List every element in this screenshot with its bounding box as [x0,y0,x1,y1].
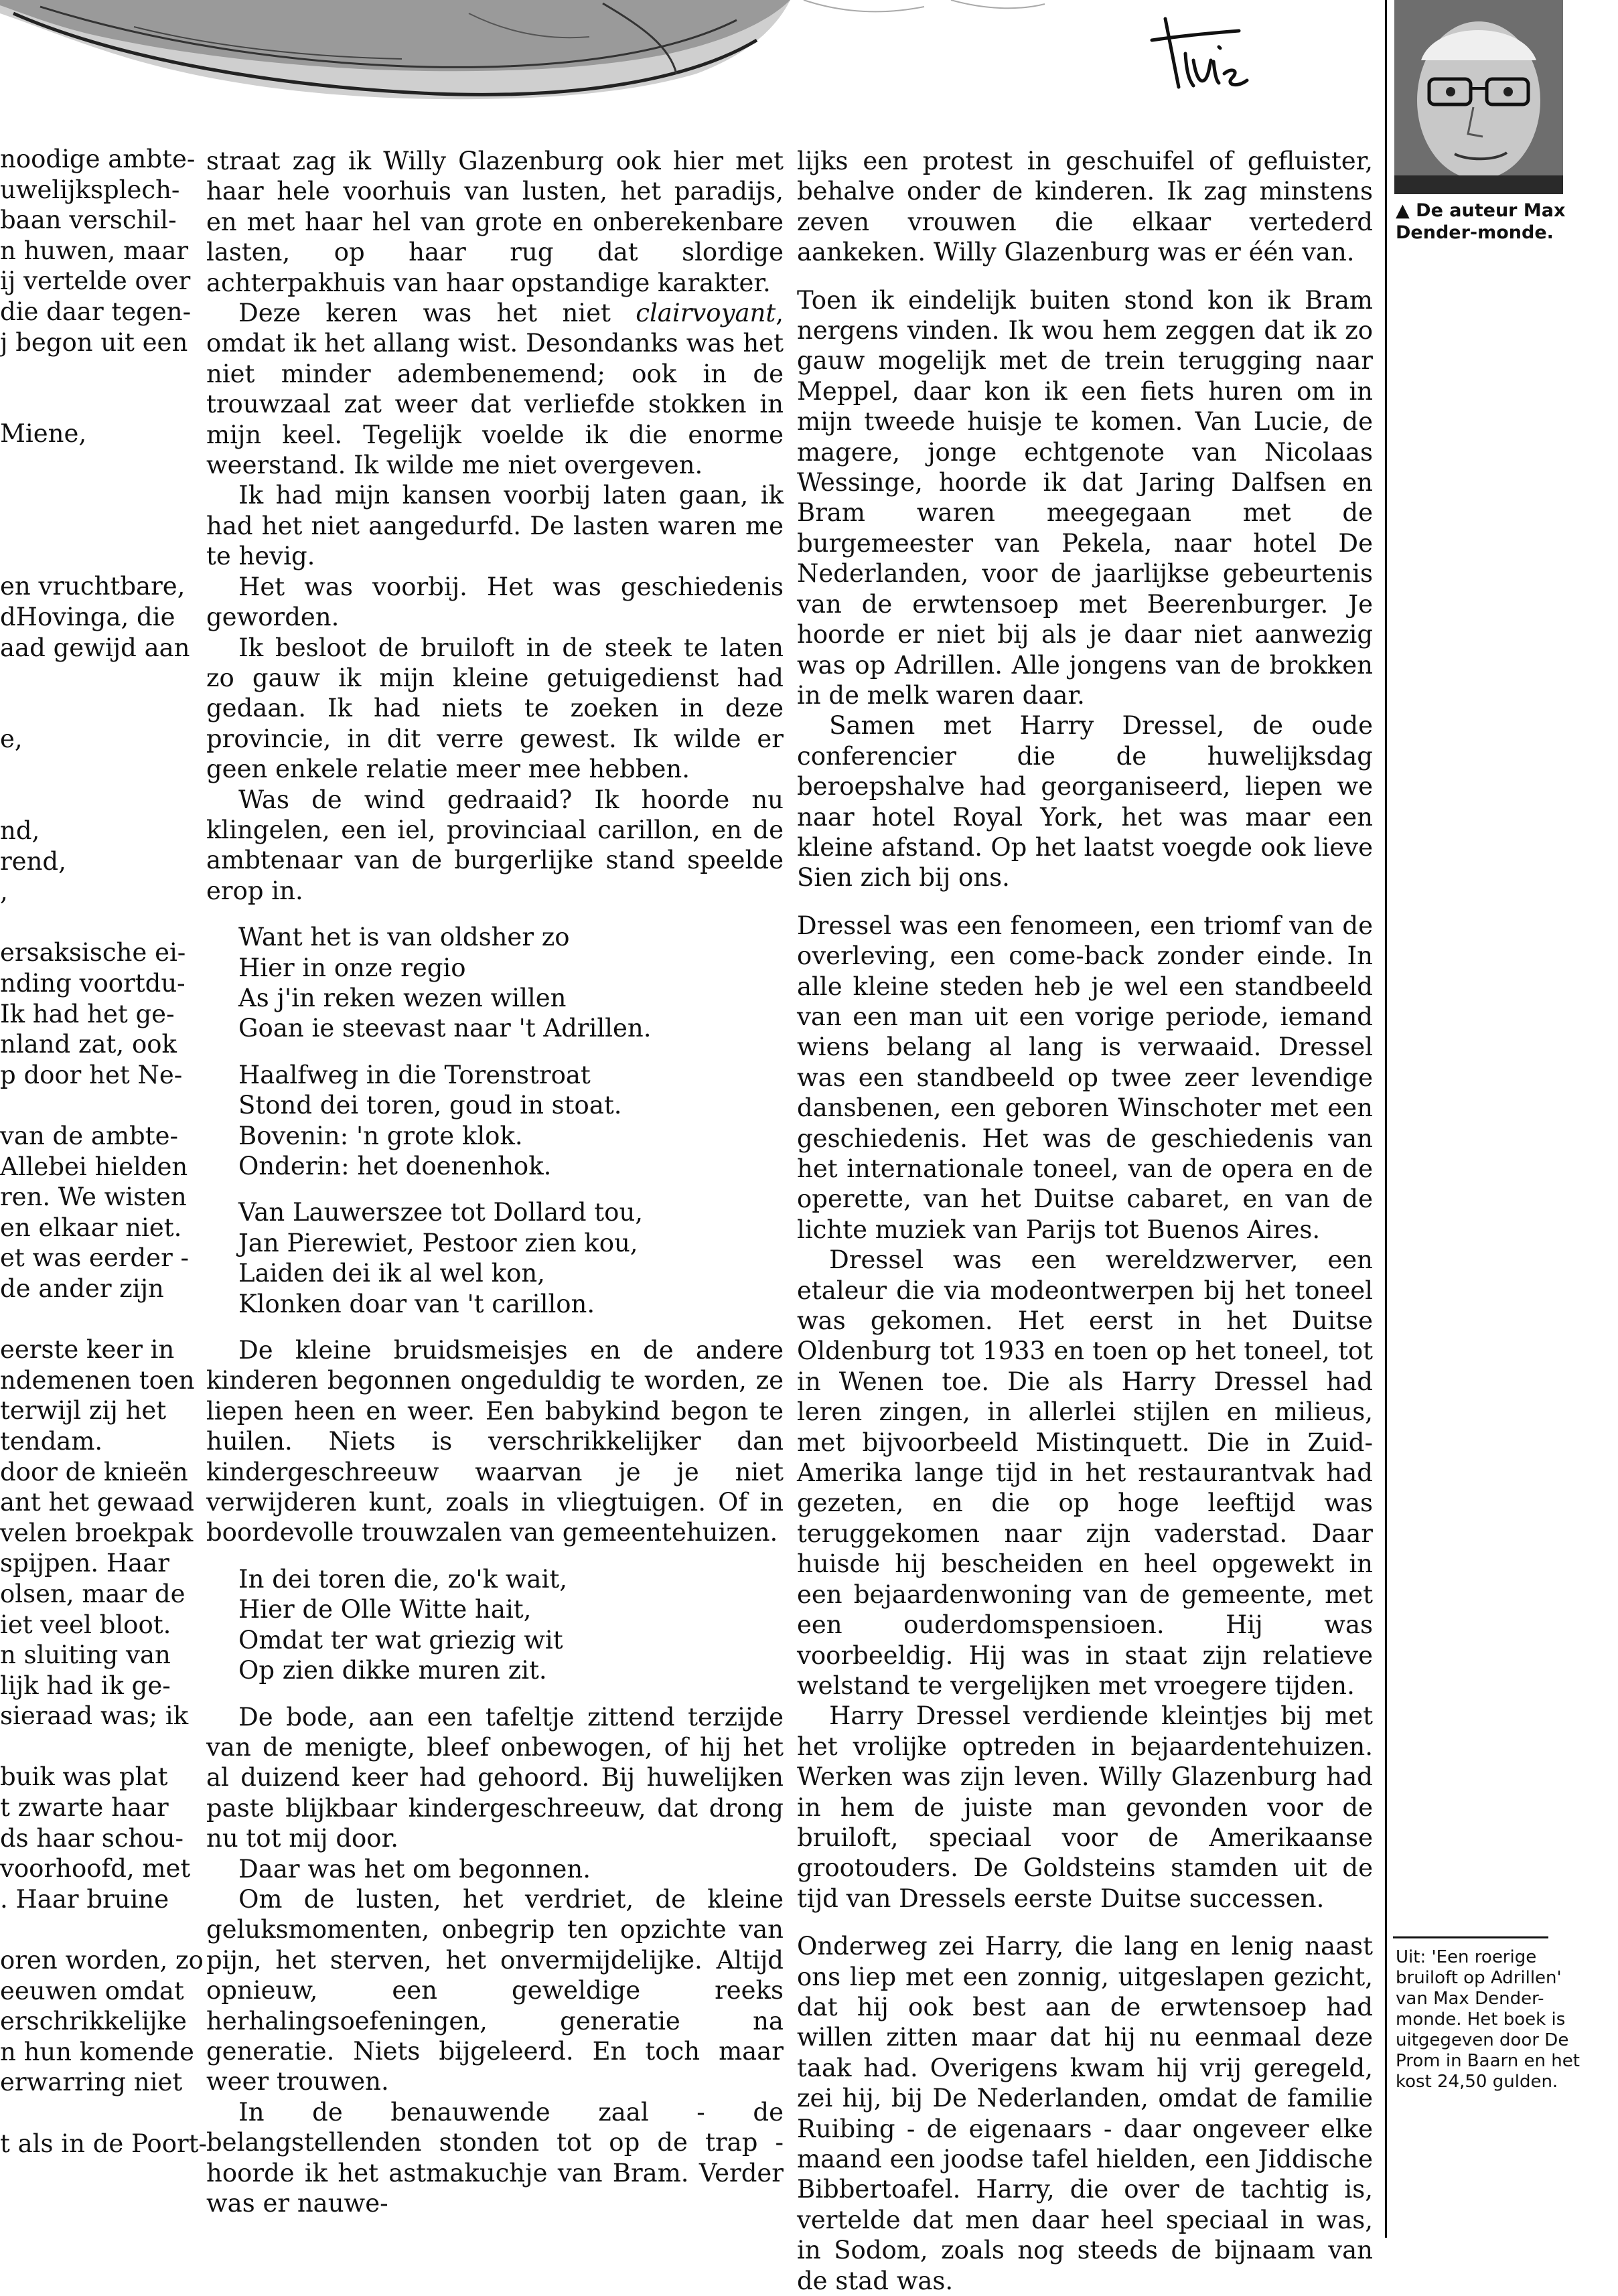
fragment-line [0,755,181,785]
paragraph: Ik had mijn kansen voorbij laten gaan, ik had het niet aangedurfd. De lasten waren me te hevig. [206,481,784,571]
author-caption: ▲ De auteur Max Dender-monde. [1396,200,1566,243]
verse-1 [238,922,784,1044]
fragment-line: en elkaar niet. [0,1213,182,1242]
fragment-line [0,1090,181,1121]
verse-line: Goan ie steevast naar 't Adrillen. [238,1014,652,1043]
fragment-line [0,663,181,694]
fragment-line: noodige ambte- [0,145,196,173]
verse-line: Klonken doar van 't carillon. [238,1289,595,1318]
verse-3 [238,1197,784,1319]
verse-line: Op zien dikke muren zit. [238,1656,547,1685]
fragment-line [0,449,181,480]
fragment-line: t zwarte haar [0,1793,169,1823]
fragment-line: Ik had het ge- [0,999,175,1028]
fragment-line: ndemenen toen [0,1365,195,1395]
verse-line: Hier de Olle Witte hait, [238,1595,532,1624]
paragraph: Dressel was een fenomeen, een triomf van de overleving, een come-back zonder einde. In alle kleine steden heb je wel een standbeeld van een man uit een vorige periode, iemand wiens belang al lang is verwaaid. Dressel was een standbeeld op twee zeer levendige dansbenen, een geboren Winschoter met een geschiedenis. Het was de geschiedenis van het internationale toneel, van de opera en de operette, van het Duitse cabaret, en van de lichte muziek van Parijs tot Buenos Aires. [797,911,1373,1244]
verse-line: In dei toren die, zo'k wait, [238,1564,567,1594]
fragment-line: dHovinga, die [0,602,175,631]
paragraph: Om de lusten, het verdriet, de kleine geluksmomenten, onbegrip ten opzichte van pijn, het sterven, het onvermijdelijke. Altijd opnieuw, een geweldige reeks herhalingsoefeningen, generatie na generatie. Niets bijgeleerd. En toch maar weer trouwen. [206,1884,784,2096]
fragment-line: j begon uit een [0,327,188,357]
fragment-line: aad gewijd aan [0,633,190,662]
fragment-line: , [0,877,8,907]
verse-line: Want het is van oldsher zo [238,923,570,952]
fragment-line: erschrikkelijke [0,2007,187,2036]
paragraph: Ik besloot de bruiloft in de steek te laten zo gauw ik mijn kleine getuigedienst had gedaan. Ik had niets te zoeken in deze provincie, in dit verre gewest. Ik wilde er geen enkele relatie meer mee hebben. [206,633,784,784]
left-column-fragment [0,144,208,2159]
fragment-line: die daar tegen- [0,297,192,326]
paragraph-text: Deze keren was het niet [238,299,636,328]
fragment-line: eerste keer in [0,1335,175,1365]
fragment-line: ersaksische ei- [0,938,186,968]
fragment-line [0,907,181,938]
paragraph: Toen ik eindelijk buiten stond kon ik Bram nergens vinden. Ik wou hem zeggen dat ik zo gauw mogelijk met de trein terugging naar Meppel, daar kon ik een fiets huren om in mijn tweede huisje te komen. Van Lucie, de magere, jonge echtgenote van Nicolaas Wessinge, hoorde ik dat Jaring Dalfsen en Bram waren meegegaan met de burgemeester van Pekela, naar hotel De Nederlanden, voor de jaarlijkse gebeurtenis van de erwtensoep met Beerenburger. Je hoorde er niet bij als je daar niet aanwezig was op Adrillen. Alle jongens van de brokken in de melk waren daar. [797,285,1373,710]
fragment-line: baan verschil- [0,206,177,235]
paragraph: In de benauwende zaal - de belangstellenden stonden tot op de trap - hoorde ik het astmakuchje van Bram. Verder was er nauwe- [206,2097,784,2218]
fragment-line: door de knieën [0,1457,188,1486]
fragment-line [0,1304,181,1335]
paragraph: Dressel was een wereldzwerver, een etaleur die via modeontwerpen bij het toneel was gekomen. Het eerst in het Duitse Oldenburg tot 1933 en toen op het toneel, tot in Wenen toe. Die als Harry Dressel had leren zingen, in allerlei stijlen en milieus, met bijvoorbeeld Mistinquett. Die in Zuid-Amerika lange tijd in het restaurantvak had gezeten, en die op hoge leeftijd was teruggekomen naar zijn vaderstad. Daar huisde hij bescheiden en heel opgewekt in een bejaardenwoning van de gemeente, met een ouderdomspensioen. Hij was voorbeeldig. Hij was in staat zijn relatieve welstand te vergelijken met vroegere tijden. [797,1245,1373,1700]
fragment-line: ds haar schou- [0,1823,183,1853]
paragraph: De bode, aan een tafeltje zittend terzijde van de menigte, bleef onbewogen, of hij het al duizend keer had gehoord. Bij huwelijken paste blijkbaar kindergeschreeuw, dat drong nu tot mij door. [206,1702,784,1853]
fragment-line: lijk had ik ge- [0,1671,171,1700]
fragment-line [0,480,181,511]
fragment-line: n huwen, maar [0,236,189,265]
fragment-line: n hun komende [0,2037,194,2066]
caption-divider [1393,1936,1548,1938]
paragraph: Was de wind gedraaid? Ik hoorde nu klingelen, een iel, provinciaal carillon, en de ambtenaar van de burgerlijke stand speelde erop in. [206,785,784,905]
fragment-line [0,388,181,419]
paragraph: Het was voorbij. Het was geschiedenis geworden. [206,572,784,632]
fragment-line [0,1732,181,1762]
fragment-line: n sluiting van [0,1640,171,1670]
fragment-line: van de ambte- [0,1122,178,1150]
paragraph-text: , omdat ik het allang wist. Desondanks was het niet minder adembenemend; ook in de trouwzaal zat weer dat verliefde stokken in mijn keel. Tegelijk voelde ik die enorme weerstand. Ik wilde me niet overgeven. [206,299,784,480]
verse-line: Bovenin: 'n grote klok. [238,1121,523,1150]
verse-line: Haalfweg in die Torenstroat [238,1060,591,1089]
column-divider [1385,0,1387,2238]
fragment-line: nding voortdu- [0,969,186,998]
fragment-line: tendam. [0,1426,103,1456]
fragment-line: ij vertelde over [0,266,191,296]
verse-line: Hier in onze regio [238,953,466,982]
paragraph [206,298,784,480]
article-column-2 [797,146,1373,2296]
fragment-line: sieraad was; ik [0,1701,189,1731]
fragment-line: ren. We wisten [0,1182,187,1212]
fragment-line [0,785,181,816]
verse-4 [238,1564,784,1686]
top-illustration [0,0,1272,134]
author-portrait [1394,0,1563,194]
fragment-line [0,694,181,724]
fragment-line: oren worden, zo [0,1946,204,1975]
fragment-line [0,510,181,541]
emphasis: clairvoyant [636,299,776,328]
paragraph: Samen met Harry Dressel, de oude conferencier die de huwelijksdag beroepshalve had georganiseerd, liepen we naar hotel Royal York, het was maar een kleine afstand. Op het laatst voegde ook lieve Sien zich bij ons. [797,711,1373,893]
signature [1138,13,1259,100]
fragment-line [0,2098,181,2129]
fragment-line: et was eerder - [0,1243,190,1273]
fragment-line [0,541,181,572]
verse-line: Jan Pierewiet, Pestoor zien kou, [238,1228,638,1257]
fragment-line: de ander zijn [0,1274,164,1303]
fragment-line [0,1914,181,1945]
verse-line: Laiden dei ik al wel kon, [238,1259,545,1288]
fragment-line: Miene, [0,419,87,449]
fragment-line: e, [0,724,23,754]
paragraph: straat zag ik Willy Glazenburg ook hier met haar hele voorhuis van lusten, het paradijs, en met haar hel van grote en onberekenbare lasten, op haar rug dat slordige achterpakhuis van haar opstandige karakter. [206,147,784,297]
fragment-line: spijpen. Haar [0,1549,169,1578]
fragment-line: ant het gewaad [0,1488,194,1517]
fragment-line: buik was plat [0,1762,168,1792]
fragment-line: erwarring niet [0,2068,183,2097]
fragment-line: rend, [0,846,66,876]
fragment-line: uwelijksplech- [0,175,180,204]
verse-line: Onderin: het doenenhok. [238,1152,552,1180]
verse-2 [238,1060,784,1182]
paragraph: De kleine bruidsmeisjes en de andere kinderen begonnen ongeduldig te worden, ze liepen heen en weer. Een babykind begon te huilen. Niets is verschrikkelijker dan kindergeschreeuw waarvan je je niet verwijderen kunt, zoals in vliegtuigen. Of in boordevolle trouwzalen van gemeentehuizen. [206,1336,784,1547]
paragraph: Onderweg zei Harry, die lang en lenig naast ons liep met een zonnig, uitgeslapen gezicht, dat hij ook best aan de erwtensoep had willen zitten maar dat hij nu eenmaal deze taak had. Overigens kwam hij vrij geregeld, zei hij, bij De Nederlanden, omdat de familie Ruibing - de eigenaars - daar ongeveer elke maand een joodse tafel hielden, een Jiddische Bibbertoafel. Harry, die over de tachtig is, vertelde dat men daar heel speciaal in was, in Sodom, zoals nog steeds de bijnaam van de stad was. [797,1932,1373,2295]
paragraph: Harry Dressel verdiende kleintjes bij met het vrolijke optreden in bejaardentehuizen. Werken was zijn leven. Willy Glazenburg had in hem de juiste man gevonden voor de bruiloft, speciaal voor de Amerikaanse grootouders. De Goldsteins stamden uit de tijd van Dressels eerste Duitse successen. [797,1701,1373,1913]
verse-line: Van Lauwerszee tot Dollard tou, [238,1198,644,1227]
fragment-line [0,358,181,388]
fragment-line: nd, [0,816,40,846]
fragment-line: terwijl zij het [0,1396,167,1426]
verse-line: As j'in reken wezen willen [238,983,567,1012]
fragment-line: t als in de Poort- [0,2129,208,2158]
fragment-line: eeuwen omdat [0,1976,184,2005]
fragment-line: en vruchtbare, [0,572,186,601]
fragment-line: p door het Ne- [0,1060,183,1089]
paragraph: lijks een protest in geschuifel of gefluister, behalve onder de kinderen. Ik zag minstens zeven vrouwen die elkaar vertederd aankeken. Willy Glazenburg was er één van. [797,147,1373,267]
paragraph: Daar was het om begonnen. [238,1854,591,1884]
fragment-line: . Haar bruine [0,1884,169,1914]
verse-line: Stond dei toren, goud in stoat. [238,1091,622,1120]
fragment-line: olsen, maar de [0,1579,186,1608]
fragment-line: voorhoofd, met [0,1854,191,1884]
fragment-line: iet veel bloot. [0,1610,171,1639]
verse-line: Omdat ter wat griezig wit [238,1625,563,1655]
book-source-note: Uit: 'Een roerige bruiloft op Adrillen' van Max Dender-monde. Het boek is uitgegeven door De Prom in Baarn en het kost 24,50 gulden. [1396,1947,1580,2092]
fragment-line: nland zat, ook [0,1030,177,1059]
article-column-1 [206,146,784,2218]
fragment-line: Allebei hielden [0,1152,188,1181]
fragment-line: velen broekpak [0,1518,194,1547]
